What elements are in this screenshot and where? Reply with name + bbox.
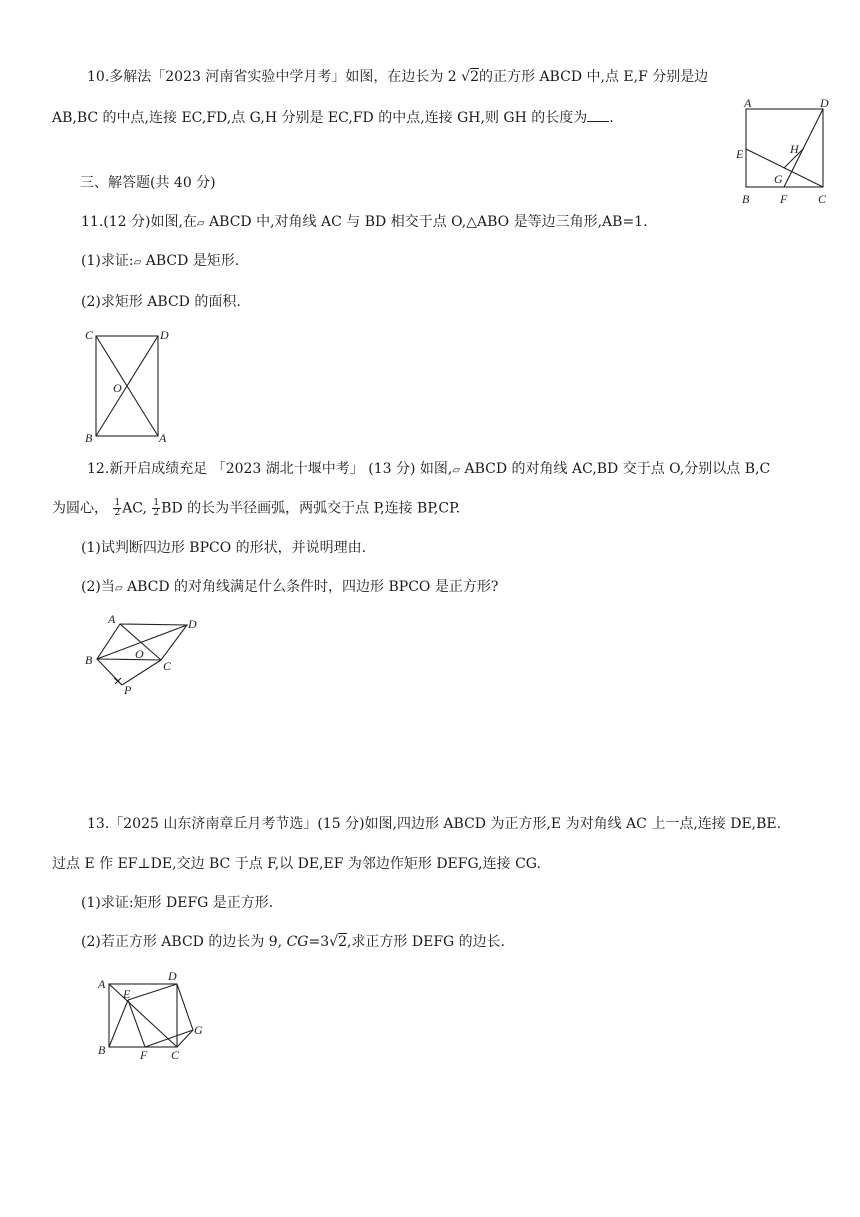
q13-segment-be [109,1000,128,1047]
q12-part1: (1)试判断四边形 BPCO 的形状，并说明理由. [81,540,367,556]
q10-label-e: E [736,147,744,161]
q13-diagonal-ac [109,984,177,1047]
q12-part2-pre: (2)当 [81,579,115,595]
q10-square [746,109,823,187]
sqrt-sign: √ [329,934,339,950]
q13-part2-pre: (2)若正方形 ABCD 的边长为 9, [81,934,287,950]
q12-line2-pre: 为圆心， [52,500,108,517]
q13-segment-ef [128,1000,145,1047]
q13-line2: 过点 E 作 EF⊥DE,交边 BC 于点 F,以 DE,EF 为邻边作矩形 DEFG,连接 CG. [52,856,541,872]
q13-label-a: A [98,977,106,991]
q13-line1: 13.「2025 山东济南章丘月考节选」(15 分)如图,四边形 ABCD 为正方形,E 为对角线 AC 上一点,连接 DE,BE. [87,816,782,832]
q12-line2-post: BD 的长为半径画弧，两弧交于点 P,连接 BP,CP. [161,500,461,517]
q10-label-d: D [820,96,829,110]
parallelogram-icon: ▱ [196,218,205,229]
q10-answer-blank [587,109,609,122]
q12-line2-ac: AC, [122,500,152,517]
q10-label-b: B [742,192,750,206]
sqrt-sign: √ [461,69,471,85]
q12-figure [80,612,210,698]
q11-part2: (2)求矩形 ABCD 的面积. [81,294,241,310]
q13-eq: =3 [308,934,330,950]
q11-part1-pre: (1)求证: [81,253,134,269]
parallelogram-icon: ▱ [452,465,461,476]
q12-part2-post: ABCD 的对角线满足什么条件时，四边形 BPCO 是正方形? [122,579,499,595]
q13-part2-post: ,求正方形 DEFG 的边长. [346,934,506,950]
q13-segment-dg [177,984,193,1030]
q13-cg: CG [286,934,309,950]
q10-text-end: . [609,110,614,126]
fraction-half [152,499,160,518]
q12-label-d: D [188,617,197,631]
q12-label-b: B [85,653,93,667]
q13-label-g: G [194,1023,203,1037]
q12-line1 [87,460,770,480]
q10-label-f: F [780,192,788,206]
q12-label-p: P [124,683,132,697]
q10-sqrt-value: 2 [470,69,479,85]
frac-den: 2 [114,508,121,518]
section-title: 三、解答题(共 40 分) [80,175,216,191]
q10-label-g: G [774,172,783,186]
q12-line2 [52,499,460,518]
q12-text-post: ABCD 的对角线 AC,BD 交于点 O,分别以点 B,C [460,461,771,477]
q11-label-b: B [85,431,93,445]
q13-label-d: D [168,969,177,983]
q13-sqrt-value: 2 [338,934,347,950]
q11-line1 [81,213,648,233]
q10-label-c: C [818,192,827,206]
q10-text-line2: AB,BC 的中点,连接 EC,FD,点 G,H 分别是 EC,FD 的中点,连接 GH,则 GH 的长度为 [52,110,588,126]
q12-text-pre: 12.新开启成绩充足 「2023 湖北十堰中考」 (13 分) 如图, [87,461,453,477]
q11-label-o: O [113,381,122,395]
q13-segment-de [128,984,177,1000]
parallelogram-icon: ▱ [114,583,123,594]
q11-text-post: ABCD 中,对角线 AC 与 BD 相交于点 O,△ABO 是等边三角形,AB=1. [204,214,648,230]
q11-text-pre: 11.(12 分)如图,在 [81,214,197,230]
q12-arc-mark [114,678,121,684]
q13-label-c: C [171,1048,180,1062]
q13-part1: (1)求证:矩形 DEFG 是正方形. [81,895,274,911]
q12-segment-cp [122,660,161,685]
q12-part2 [81,578,498,598]
q11-label-d: D [160,328,169,342]
parallelogram-icon: ▱ [133,257,142,268]
frac-num: 1 [153,498,160,508]
q12-label-a: A [108,612,116,626]
q11-figure [80,324,180,448]
q11-label-a: A [159,431,167,445]
q10-figure [734,96,838,208]
q13-label-b: B [98,1043,106,1057]
q10-text-pre: 10.多解法「2023 河南省实验中学月考」如图，在边长为 2 [87,69,462,85]
q10-line1 [87,68,708,86]
q13-figure [92,968,210,1064]
q11-part1-post: ABCD 是矩形. [141,253,240,269]
q13-segment-fg [145,1030,193,1047]
q10-text-post: 的正方形 ABCD 中,点 E,F 分别是边 [479,69,709,85]
q12-label-c: C [163,659,172,673]
frac-den: 2 [153,508,160,518]
q11-part1 [81,252,239,272]
q13-label-f: F [140,1048,148,1062]
q11-label-c: C [85,328,94,342]
q13-label-e: E [123,987,131,1001]
q13-part2 [81,933,505,951]
q10-line2 [52,109,614,127]
q10-label-h: H [790,142,799,156]
q12-label-o: O [135,647,144,661]
fraction-half [113,499,121,518]
frac-num: 1 [114,498,121,508]
q10-label-a: A [744,96,752,110]
